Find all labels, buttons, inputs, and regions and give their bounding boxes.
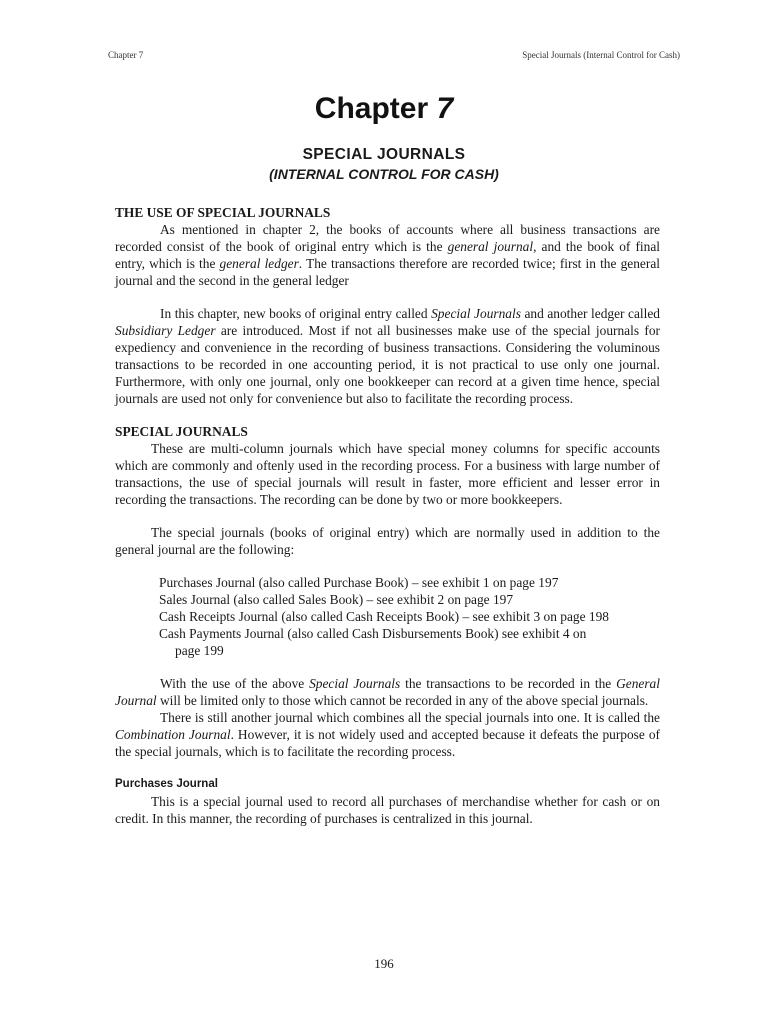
- text-run: , and the book of final entry, which is the: [115, 239, 661, 271]
- term-general-journal: General Journal: [115, 676, 660, 708]
- term-subsidiary-ledger: Subsidiary Ledger: [115, 323, 216, 338]
- document-title: SPECIAL JOURNALS: [302, 146, 466, 163]
- list-item: Sales Journal (also called Sales Book) – see exhibit 2 on page 197: [159, 592, 514, 607]
- list-item-continuation: page 199: [175, 643, 224, 658]
- term-special-journals: Special Journals: [309, 676, 401, 691]
- document-subtitle: (INTERNAL CONTROL FOR CASH): [269, 166, 499, 182]
- paragraph-special-3: [115, 675, 660, 709]
- text-run: the transactions to be recorded in the: [400, 676, 617, 691]
- body-text: [115, 204, 660, 827]
- text-run: are introduced. Most if not all businesses make use of the special journals for expediency and convenience in the recording of business transactions. Considering the voluminous transactions to be recorded in one accounting period, it is not practical to use only one journal. Furthermore, with only one journal, only one bookkeeper can record at a given time hence, special journals are used not only for convenience but also to facilitate the recording process.: [115, 323, 660, 406]
- paragraph-use-2: [115, 305, 660, 407]
- running-header-right: Special Journals (Internal Control for Cash): [522, 50, 680, 60]
- term-general-ledger: general ledger: [219, 256, 299, 271]
- special-journals-list: [159, 574, 660, 659]
- section-heading-use-of-special-journals: THE USE OF SPECIAL JOURNALS: [115, 205, 331, 220]
- section-heading-special-journals: SPECIAL JOURNALS: [115, 424, 248, 439]
- text-run: and another ledger called: [520, 306, 660, 321]
- paragraph-special-1: These are multi-column journals which have special money columns for specific accounts which are commonly and oftenly used in the recording process. For a business with large number of transactions, the use of special journals will result in faster, more efficient and lesser error in recording the transactions. The recording can be done by two or more bookkeepers.: [115, 441, 660, 507]
- list-item: Purchases Journal (also called Purchase Book) – see exhibit 1 on page 197: [159, 575, 559, 590]
- text-run: With the use of the above: [160, 676, 310, 691]
- term-combination-journal: Combination Journal: [115, 727, 231, 742]
- paragraph-purchases-1: This is a special journal used to record all purchases of merchandise whether for cash or on credit. In this manner, the recording of purchases is centralized in this journal.: [115, 794, 660, 826]
- running-header-left: Chapter 7: [108, 50, 144, 60]
- text-run: will be limited only to those which cannot be recorded in any of the above special journals.: [156, 693, 649, 708]
- text-run: As mentioned in chapter 2, the books of accounts where all business transactions are recorded consist of the book of original entry which is the: [115, 222, 660, 254]
- text-run: In this chapter, new books of original entry called: [160, 306, 432, 321]
- chapter-title: [0, 92, 768, 126]
- chapter-number: 7: [436, 92, 454, 125]
- term-general-journal: general journal: [447, 239, 534, 254]
- paragraph-use-1: [115, 221, 660, 289]
- list-item: Cash Receipts Journal (also called Cash Receipts Book) – see exhibit 3 on page 198: [159, 609, 609, 624]
- chapter-word: Chapter: [314, 92, 429, 125]
- term-special-journals: Special Journals: [431, 306, 521, 321]
- text-run: . The transactions therefore are recorded twice; first in the general journal and the second in the general ledger: [115, 256, 660, 288]
- page-number: 196: [374, 956, 394, 971]
- paragraph-special-4: [115, 709, 660, 760]
- paragraph-special-2: The special journals (books of original entry) which are normally used in addition to the general journal are the following:: [115, 525, 660, 557]
- text-run: There is still another journal which combines all the special journals into one. It is called the: [160, 710, 660, 725]
- section-heading-purchases-journal: Purchases Journal: [115, 778, 218, 790]
- list-item: Cash Payments Journal (also called Cash Disbursements Book) see exhibit 4 on: [159, 626, 587, 641]
- text-run: . However, it is not widely used and accepted because it defeats the purpose of the special journals, which is to facilitate the recording process.: [115, 727, 660, 759]
